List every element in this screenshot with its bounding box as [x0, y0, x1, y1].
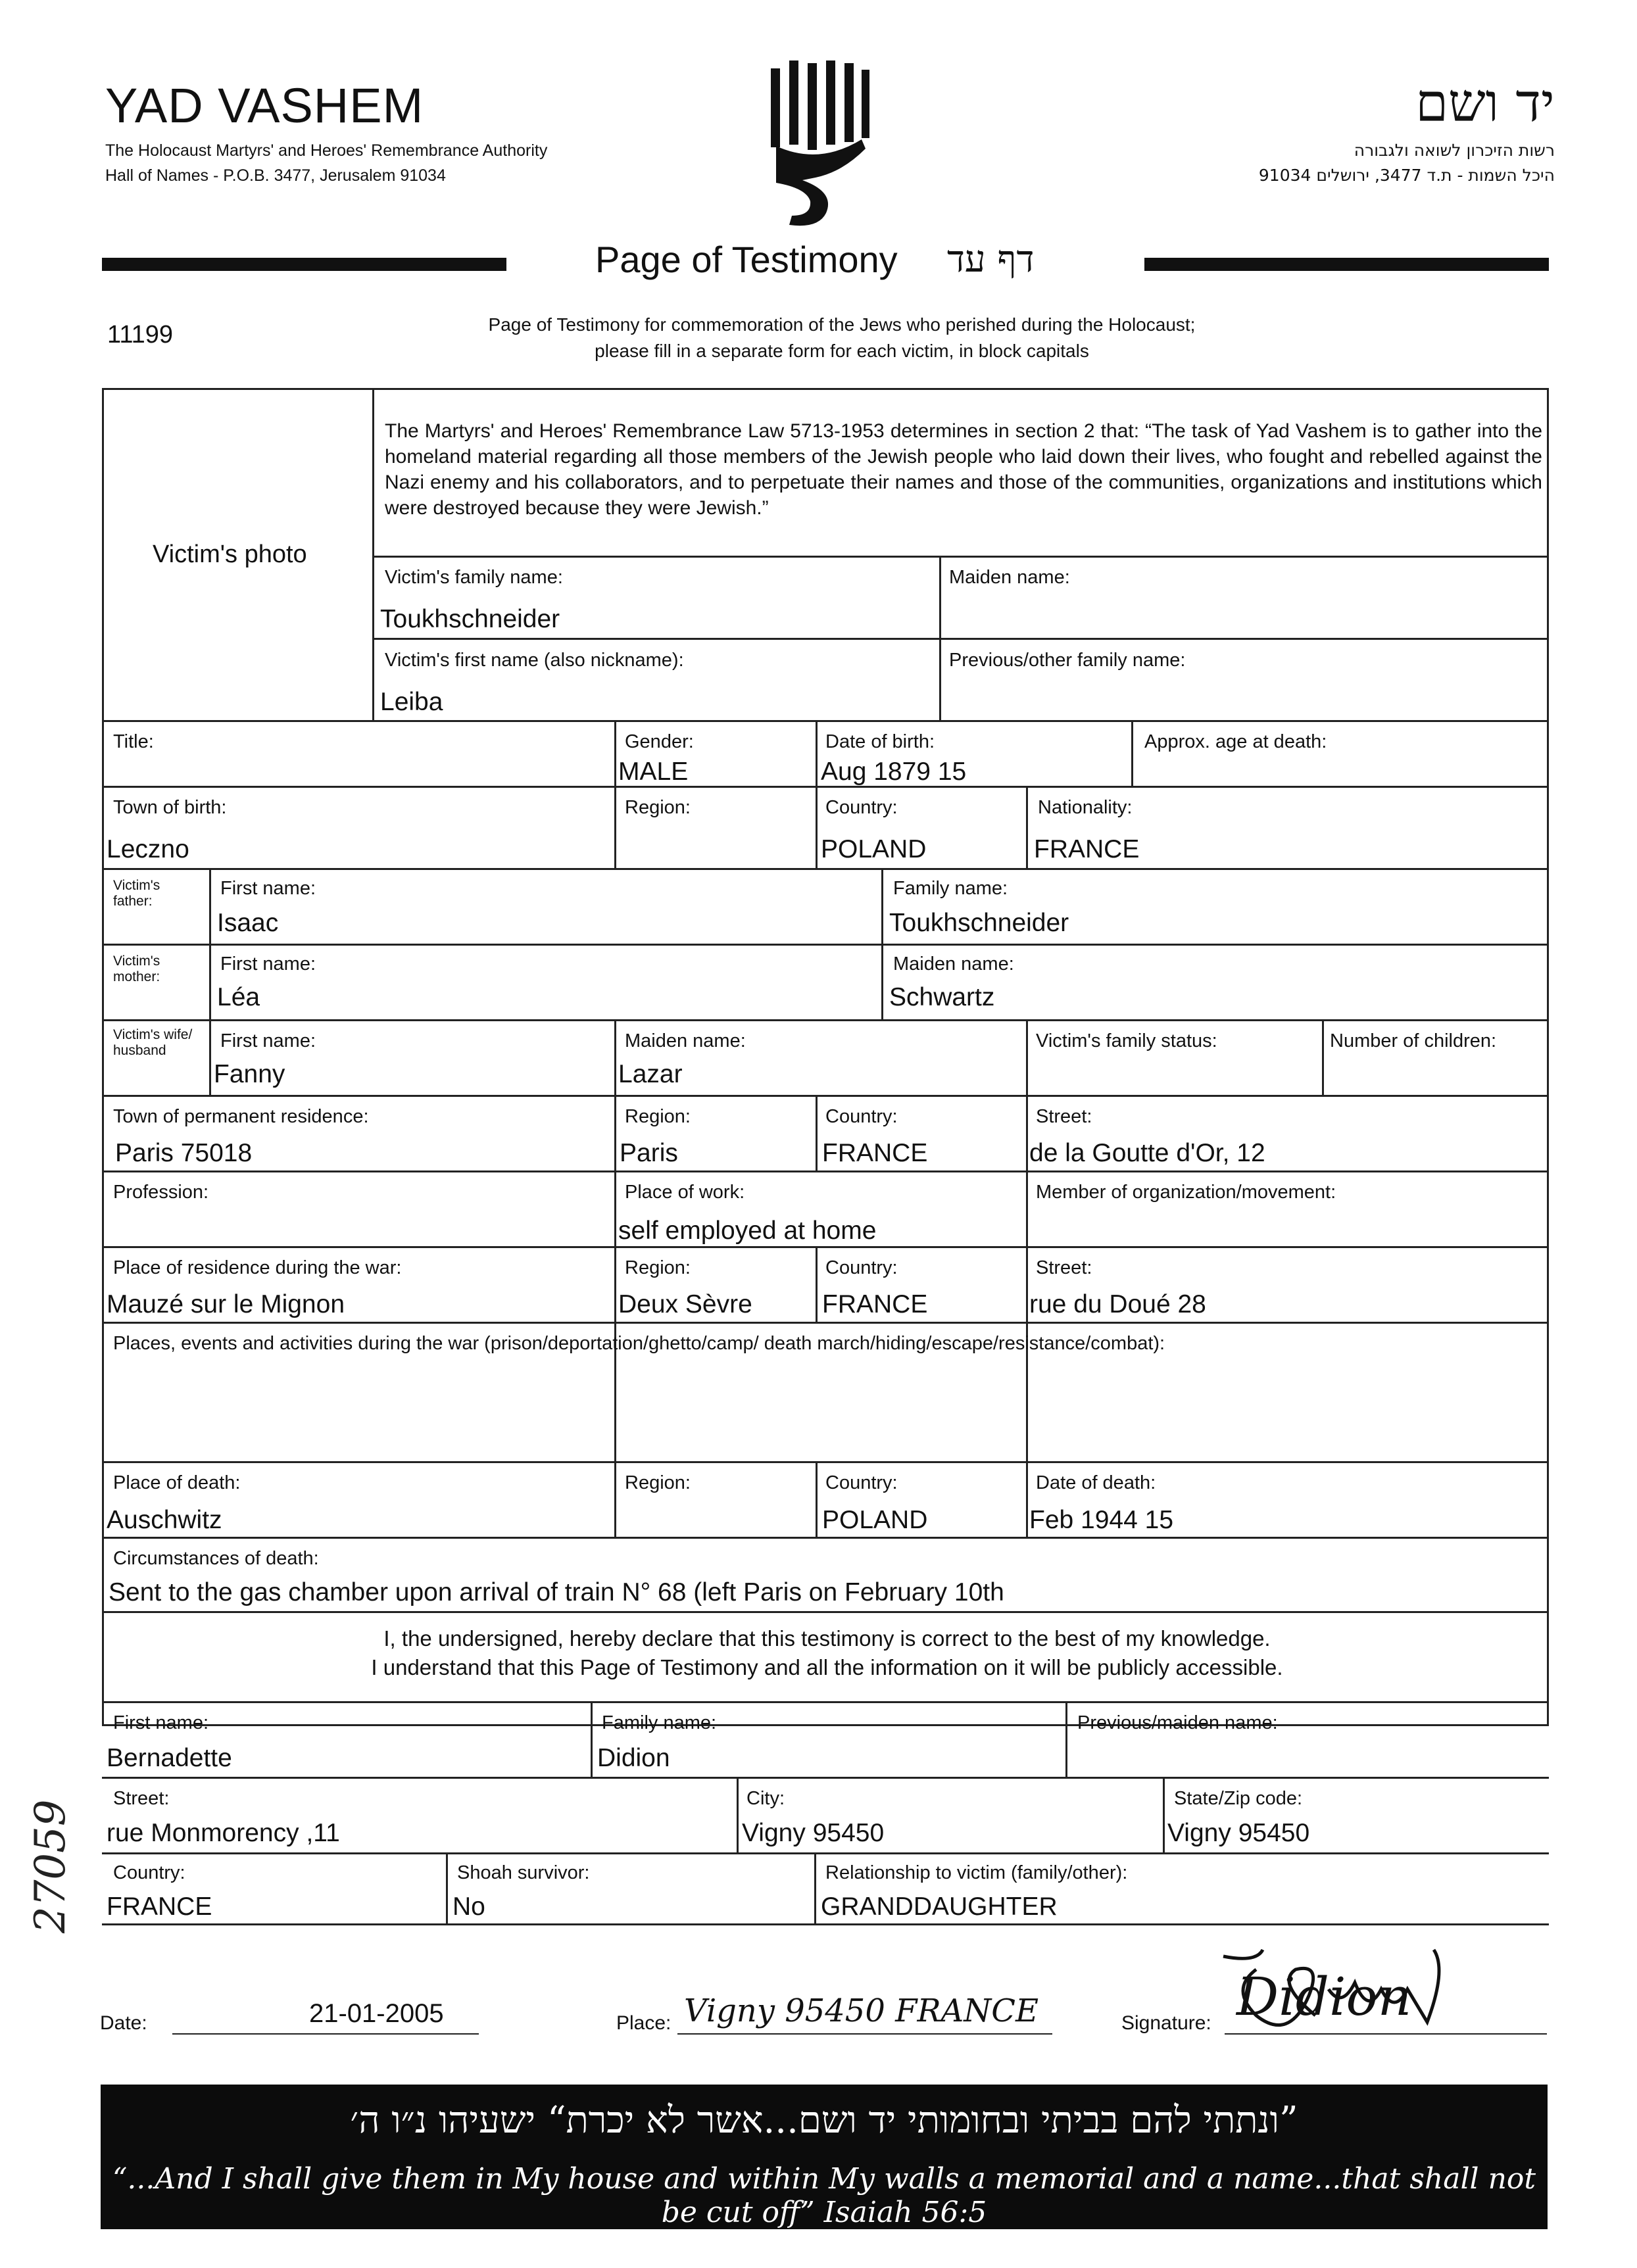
submitter-city-value[interactable]: Vigny 95450: [742, 1819, 885, 1847]
residence-region-label: Region:: [625, 1106, 691, 1127]
residence-street-value[interactable]: de la Goutte d'Or, 12: [1029, 1139, 1265, 1167]
spouse-maiden-name-value[interactable]: Lazar: [618, 1060, 683, 1088]
residence-town-value[interactable]: Paris 75018: [115, 1139, 253, 1167]
father-first-name-value[interactable]: Isaac: [217, 909, 279, 937]
dob-label: Date of birth:: [825, 731, 935, 752]
margin-handwritten-number: 27059: [26, 1799, 75, 1933]
signature-label: Signature:: [1121, 2012, 1211, 2034]
intro-line-1: Page of Testimony for commemoration of the Jews who perished during the Holocaust;: [488, 314, 1196, 335]
place-of-work-value[interactable]: self employed at home: [618, 1217, 877, 1245]
mother-first-name-value[interactable]: Léa: [217, 983, 260, 1011]
submitter-state-zip-value[interactable]: Vigny 95450: [1167, 1819, 1310, 1847]
declaration-line-1: I, the undersigned, hereby declare that this testimony is correct to the best of my knowledge.: [383, 1626, 1271, 1651]
org-name: YAD VASHEM: [105, 78, 424, 133]
submitter-country-label: Country:: [113, 1862, 185, 1883]
relationship-value[interactable]: GRANDDAUGHTER: [821, 1893, 1058, 1921]
circumstances-value[interactable]: Sent to the gas chamber upon arrival of train N° 68 (left Paris on February 10th: [109, 1578, 1004, 1606]
banner-hebrew-quote: ”ונתתי להם בביתי ובחומותי יד ושם...אשר לא יכרת“ ישעיהו נ״ו ה׳: [350, 2099, 1298, 2142]
age-at-death-label: Approx. age at death:: [1144, 731, 1327, 752]
submitter-country-value[interactable]: FRANCE: [107, 1893, 212, 1921]
mother-maiden-name-value[interactable]: Schwartz: [889, 983, 995, 1011]
town-of-birth-value[interactable]: Leczno: [107, 835, 189, 863]
birth-region-label: Region:: [625, 797, 691, 818]
family-name-value[interactable]: Toukhschneider: [380, 605, 560, 633]
war-country-label: Country:: [825, 1257, 898, 1278]
profession-label: Profession:: [113, 1182, 209, 1203]
quote-banner: [101, 2085, 1548, 2229]
spouse-label: Victim's wife/ husband: [113, 1027, 193, 1058]
org-subtitle-hebrew: [1259, 138, 1555, 188]
yad-vashem-logo: [763, 60, 875, 231]
war-residence-label: Place of residence during the war:: [113, 1257, 402, 1278]
law-text: The Martyrs' and Heroes' Remembrance Law 5713-1953 determines in section 2 that: “The task of Yad Vashem is to gather into the homeland material regarding all those members of the Jewish people who laid down their lives, who fought and rebelled against the Nazi enemy and his collaborators, and to perpetuate their names and those of the communities, organizations and institutions which were destroyed because they were Jewish.”: [385, 420, 1542, 519]
death-place-value[interactable]: Auschwitz: [107, 1506, 222, 1534]
title-rule-left: [102, 258, 506, 271]
page-title: Page of Testimony: [595, 239, 898, 280]
date-label: Date:: [100, 2012, 147, 2034]
maiden-name-label: Maiden name:: [949, 567, 1070, 588]
org-subtitle-hebrew-line-2: היכל השמות - ת.ד 3477, ירושלים 91034: [1258, 166, 1555, 185]
father-first-name-label: First name:: [220, 878, 316, 899]
birth-country-label: Country:: [825, 797, 898, 818]
father-family-name-value[interactable]: Toukhschneider: [889, 909, 1069, 937]
org-subtitle-hebrew-line-1: רשות הזיכרון לשואה ולגבורה: [1354, 141, 1555, 160]
submitter-first-name-value[interactable]: Bernadette: [107, 1744, 232, 1772]
war-street-value[interactable]: rue du Doué 28: [1029, 1290, 1206, 1318]
birth-country-value[interactable]: POLAND: [821, 835, 927, 863]
place-label: Place:: [616, 2012, 672, 2034]
first-name-label: Victim's first name (also nickname):: [385, 650, 684, 671]
org-subtitle-line-2: Hall of Names - P.O.B. 3477, Jerusalem 91034: [105, 166, 446, 185]
war-events-label: Places, events and activities during the war (prison/deportation/ghetto/camp/ death march/hiding/escape/resistance/combat):: [113, 1333, 1165, 1354]
nationality-value[interactable]: FRANCE: [1034, 835, 1140, 863]
submitter-family-name-value[interactable]: Didion: [597, 1744, 670, 1772]
document-number: 11199: [107, 321, 174, 349]
prev-family-name-label: Previous/other family name:: [949, 650, 1186, 671]
member-org-label: Member of organization/movement:: [1036, 1182, 1336, 1203]
death-region-label: Region:: [625, 1472, 691, 1493]
father-label: Victim's father:: [113, 878, 160, 909]
death-place-label: Place of death:: [113, 1472, 241, 1493]
gender-label: Gender:: [625, 731, 694, 752]
residence-town-label: Town of permanent residence:: [113, 1106, 369, 1127]
submitter-first-name-label: First name:: [113, 1712, 209, 1733]
spouse-maiden-name-label: Maiden name:: [625, 1030, 746, 1051]
declaration: [105, 1624, 1549, 1682]
town-of-birth-label: Town of birth:: [113, 797, 227, 818]
mother-label: Victim's mother:: [113, 953, 160, 984]
date-value[interactable]: 21-01-2005: [309, 1999, 444, 2028]
submitter-state-zip-label: State/Zip code:: [1174, 1788, 1303, 1809]
war-region-value[interactable]: Deux Sèvre: [618, 1290, 752, 1318]
org-name-hebrew: יד ושם: [1415, 72, 1555, 133]
submitter-prev-name-label: Previous/maiden name:: [1077, 1712, 1278, 1733]
shoah-survivor-label: Shoah survivor:: [457, 1862, 590, 1883]
org-subtitle: [105, 138, 547, 188]
dob-value[interactable]: Aug 1879 15: [821, 758, 967, 786]
relationship-label: Relationship to victim (family/other):: [825, 1862, 1128, 1883]
war-country-value[interactable]: FRANCE: [822, 1290, 928, 1318]
circumstances-label: Circumstances of death:: [113, 1548, 319, 1569]
spouse-first-name-label: First name:: [220, 1030, 316, 1051]
residence-country-value[interactable]: FRANCE: [822, 1139, 928, 1167]
signature-scribble: [1217, 1943, 1493, 2042]
submitter-street-label: Street:: [113, 1788, 170, 1809]
banner-english-quote: “...And I shall give them in My house and within My walls a memorial and a name...that shall not be cut off” Isaiah 56:5: [112, 2162, 1536, 2229]
place-handwritten[interactable]: Vigny 95450 FRANCE: [684, 1992, 1039, 2029]
mother-maiden-name-label: Maiden name:: [893, 953, 1014, 975]
spouse-first-name-value[interactable]: Fanny: [214, 1060, 285, 1088]
gender-value[interactable]: MALE: [618, 758, 689, 786]
residence-country-label: Country:: [825, 1106, 898, 1127]
family-status-label: Victim's family status:: [1036, 1030, 1217, 1051]
title-rule-right: [1144, 258, 1549, 271]
intro-text: [368, 312, 1315, 364]
death-date-label: Date of death:: [1036, 1472, 1156, 1493]
nationality-label: Nationality:: [1038, 797, 1133, 818]
place-of-work-label: Place of work:: [625, 1182, 745, 1203]
org-subtitle-line-1: The Holocaust Martyrs' and Heroes' Remembrance Authority: [105, 141, 548, 160]
shoah-survivor-value[interactable]: No: [452, 1893, 485, 1921]
declaration-line-2: I understand that this Page of Testimony and all the information on it will be publicly accessible.: [371, 1655, 1283, 1679]
num-children-label: Number of children:: [1330, 1030, 1497, 1051]
first-name-value[interactable]: Leiba: [380, 688, 443, 716]
mother-first-name-label: First name:: [220, 953, 316, 975]
signature-handwritten[interactable]: Didion: [1236, 1966, 1412, 2027]
death-date-value[interactable]: Feb 1944 15: [1029, 1506, 1174, 1534]
residence-street-label: Street:: [1036, 1106, 1092, 1127]
submitter-family-name-label: Family name:: [602, 1712, 717, 1733]
father-family-name-label: Family name:: [893, 878, 1008, 899]
intro-line-2: please fill in a separate form for each victim, in block capitals: [595, 341, 1089, 361]
death-country-label: Country:: [825, 1472, 898, 1493]
war-region-label: Region:: [625, 1257, 691, 1278]
death-country-value[interactable]: POLAND: [822, 1506, 928, 1534]
residence-region-value[interactable]: Paris: [620, 1139, 678, 1167]
war-street-label: Street:: [1036, 1257, 1092, 1278]
submitter-city-label: City:: [746, 1788, 785, 1809]
war-residence-value[interactable]: Mauzé sur le Mignon: [107, 1290, 345, 1318]
submitter-street-value[interactable]: rue Monmorency ,11: [107, 1819, 340, 1847]
page-title-hebrew: דף עד: [947, 238, 1035, 281]
family-name-label: Victim's family name:: [385, 567, 563, 588]
victim-photo-label: Victim's photo: [153, 541, 307, 568]
title-label: Title:: [113, 731, 154, 752]
